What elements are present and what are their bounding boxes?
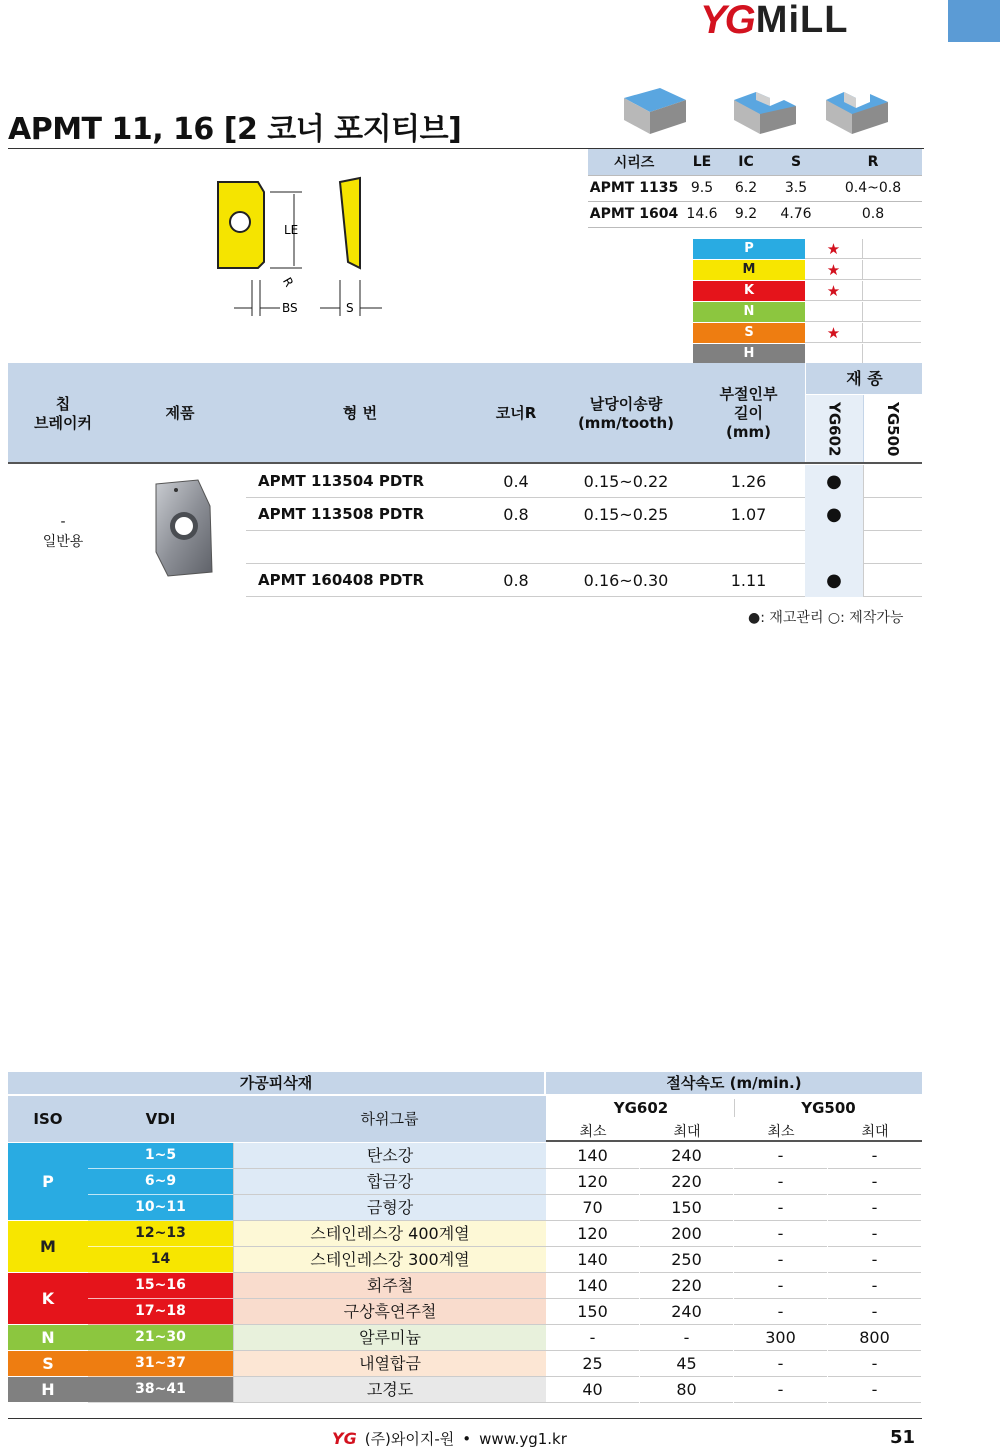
- stock-legend: ●: 재고관리 ○: 제작가능: [748, 610, 904, 626]
- speed-value: 240: [640, 1299, 733, 1325]
- subgroup-value: 회주철: [233, 1273, 546, 1299]
- speed-value: -: [734, 1195, 827, 1221]
- spec-cell: 9.2: [724, 201, 768, 227]
- grade2-cell: [863, 531, 922, 564]
- product-row: [246, 531, 922, 564]
- material-row: [8, 1273, 922, 1299]
- grade-col-yg500: [864, 395, 922, 463]
- cutting-table-subheader: [8, 1096, 922, 1142]
- spec-cell: 14.6: [680, 201, 724, 227]
- grade2-cell: [863, 564, 922, 597]
- corner-r: 0.8: [503, 505, 529, 524]
- material-row: [8, 1195, 922, 1221]
- vdi-value: 38~41: [88, 1377, 233, 1403]
- star-icon: [805, 344, 863, 364]
- star-icon: ★: [805, 260, 863, 280]
- iso-group-label: M: [8, 1221, 88, 1273]
- product-row: [246, 465, 922, 498]
- spec-cell: 4.76: [768, 201, 824, 227]
- material-row: [8, 1377, 922, 1403]
- iso-row-p: [693, 239, 921, 260]
- yg-mill-logo: [700, 0, 849, 42]
- footer-url[interactable]: www.yg1.kr: [479, 1429, 567, 1448]
- product-code: APMT 113508 PDTR: [258, 505, 425, 523]
- product-code: APMT 113504 PDTR: [258, 472, 425, 490]
- iso-application-list: [693, 239, 921, 365]
- stock-dot-icon: [805, 531, 863, 564]
- iso-group-label: P: [8, 1143, 88, 1221]
- min-header: 최소: [579, 1124, 607, 1140]
- subgroup-value: 구상흑연주철: [233, 1299, 546, 1325]
- speed-value: 250: [640, 1247, 733, 1273]
- land-length: 1.07: [730, 505, 767, 524]
- material-row: [8, 1221, 922, 1247]
- header-bottom-rule: [8, 462, 922, 464]
- spec-header: 시리즈: [588, 149, 680, 175]
- feed-rate: 0.16~0.30: [583, 571, 669, 590]
- min-header: 최소: [767, 1124, 795, 1140]
- speed-value: 120: [546, 1169, 639, 1195]
- subgroup-value: 스테인레스강 400계열: [233, 1221, 546, 1247]
- speed-value: -: [640, 1325, 733, 1351]
- iso-group-label: K: [8, 1273, 88, 1325]
- material-row: [8, 1299, 922, 1325]
- subgroup-value: 탄소강: [233, 1143, 546, 1169]
- header-feed: 날당이송량 (mm/tooth): [577, 395, 675, 432]
- subgroup-value: 알루미늄: [233, 1325, 546, 1351]
- footer: [332, 1428, 567, 1448]
- stock-dot-icon: ●: [805, 465, 863, 498]
- logo-mill-text: MiLL: [755, 0, 849, 41]
- vdi-value: 15~16: [88, 1273, 233, 1299]
- vdi-value: 6~9: [88, 1169, 233, 1195]
- speed-value: 200: [640, 1221, 733, 1247]
- stock-dot-icon: ●: [805, 564, 863, 597]
- iso-group-label: N: [8, 1325, 88, 1351]
- speed-value: 25: [546, 1351, 639, 1377]
- subgroup-value: 금형강: [233, 1195, 546, 1221]
- spec-header: IC: [724, 149, 768, 175]
- iso-group-label: H: [8, 1377, 88, 1403]
- s-label: S: [346, 301, 354, 315]
- speed-value: 150: [640, 1195, 733, 1221]
- grade-col-yg602: [805, 395, 863, 463]
- land-length: 1.11: [730, 571, 767, 590]
- iso-label: P: [693, 239, 805, 259]
- le-label: LE: [284, 223, 299, 237]
- r-label: R: [279, 275, 297, 290]
- grade-yg500-label: YG500: [884, 401, 902, 457]
- cutting-speed-title: 절삭속도 (m/min.): [666, 1074, 802, 1092]
- insert-drawing: [200, 170, 400, 320]
- subgroup-value: 내열합금: [233, 1351, 546, 1377]
- subgroup-value: 고경도: [233, 1377, 546, 1403]
- speed-value: 150: [546, 1299, 639, 1325]
- spec-row: [588, 201, 922, 227]
- iso-header: ISO: [8, 1096, 88, 1142]
- spec-cell: 9.5: [680, 175, 724, 201]
- page-number: 51: [890, 1427, 916, 1448]
- vdi-value: 12~13: [88, 1221, 233, 1247]
- iso-empty-cell: [863, 344, 921, 364]
- grade2-header: YG500: [734, 1099, 922, 1117]
- speed-value: -: [828, 1143, 921, 1169]
- speed-value: 240: [640, 1143, 733, 1169]
- iso-row-n: [693, 302, 921, 323]
- vdi-value: 21~30: [88, 1325, 233, 1351]
- star-icon: ★: [805, 281, 863, 301]
- speed-value: -: [734, 1299, 827, 1325]
- iso-empty-cell: [863, 260, 921, 280]
- speed-value: 300: [734, 1325, 827, 1351]
- product-row: [246, 564, 922, 597]
- speed-value: 45: [640, 1351, 733, 1377]
- speed-value: -: [734, 1247, 827, 1273]
- speed-value: -: [828, 1351, 921, 1377]
- insert-photo: [150, 476, 216, 580]
- spec-header: LE: [680, 149, 724, 175]
- star-icon: ★: [805, 239, 863, 259]
- speed-value: 140: [546, 1247, 639, 1273]
- speed-value: -: [828, 1169, 921, 1195]
- vdi-value: 14: [88, 1247, 233, 1273]
- product-row: [246, 498, 922, 531]
- subgroup-header: 하위그룹: [233, 1096, 546, 1142]
- shape-icon-flat: [620, 86, 690, 136]
- vdi-value: 17~18: [88, 1299, 233, 1325]
- spec-cell: APMT 1604: [588, 201, 680, 227]
- subgroup-value: 합금강: [233, 1169, 546, 1195]
- breaker-value: - 일반용: [42, 514, 84, 550]
- spec-header: S: [768, 149, 824, 175]
- footer-dot: •: [462, 1429, 472, 1448]
- logo-yg-text: YG: [700, 0, 754, 42]
- spec-header: R: [824, 149, 922, 175]
- cutting-table-title: [8, 1072, 922, 1094]
- spec-cell: 6.2: [724, 175, 768, 201]
- footer-logo: YG: [332, 1429, 357, 1448]
- corner-r: 0.8: [503, 571, 529, 590]
- max-header: 최대: [861, 1124, 889, 1140]
- feed-rate: 0.15~0.25: [583, 505, 669, 524]
- iso-empty-cell: [863, 281, 921, 301]
- iso-row-h: [693, 344, 921, 365]
- speed-value: -: [828, 1195, 921, 1221]
- subgroup-value: 스테인레스강 300계열: [233, 1247, 546, 1273]
- spec-header-row: [588, 149, 922, 175]
- footer-company: (주)와이지-원: [364, 1430, 455, 1448]
- grade1-header: YG602: [546, 1099, 734, 1117]
- speed-value: -: [734, 1169, 827, 1195]
- star-icon: ★: [805, 323, 863, 343]
- speed-value: -: [828, 1221, 921, 1247]
- header-corner: 코너R: [495, 404, 537, 422]
- footer-rule: [8, 1418, 922, 1419]
- speed-value: -: [828, 1299, 921, 1325]
- vdi-value: 10~11: [88, 1195, 233, 1221]
- speed-value: -: [734, 1221, 827, 1247]
- material-row: [8, 1247, 922, 1273]
- spec-table: [588, 149, 922, 228]
- stock-dot-icon: ●: [805, 498, 863, 531]
- iso-label: H: [693, 344, 805, 364]
- header-code: 형 번: [342, 404, 378, 422]
- vdi-value: 1~5: [88, 1143, 233, 1169]
- header-grade: 재 종: [806, 363, 923, 395]
- speed-value: 220: [640, 1169, 733, 1195]
- iso-label: K: [693, 281, 805, 301]
- land-length: 1.26: [730, 472, 767, 491]
- material-row: [8, 1169, 922, 1195]
- corner-tab: [948, 0, 1000, 42]
- spec-cell: 3.5: [768, 175, 824, 201]
- header-breaker: 칩 브레이커: [34, 395, 92, 432]
- page-title: APMT 11, 16 [2 코너 포지티브]: [8, 112, 462, 147]
- iso-row-s: [693, 323, 921, 344]
- speed-value: 40: [546, 1377, 639, 1403]
- vdi-value: 31~37: [88, 1351, 233, 1377]
- workpiece-title: 가공피삭재: [8, 1072, 546, 1094]
- material-row: [8, 1351, 922, 1377]
- max-header: 최대: [673, 1124, 701, 1140]
- grade2-cell: [863, 498, 922, 531]
- iso-label: M: [693, 260, 805, 280]
- speed-value: 220: [640, 1273, 733, 1299]
- spec-cell: APMT 1135: [588, 175, 680, 201]
- shape-icon-step: [730, 86, 800, 136]
- shape-icon-groove: [822, 86, 892, 136]
- corner-r: 0.4: [503, 472, 529, 491]
- speed-value: -: [734, 1377, 827, 1403]
- speed-value: 140: [546, 1143, 639, 1169]
- iso-label: S: [693, 323, 805, 343]
- speed-value: -: [734, 1143, 827, 1169]
- header-product: 제품: [165, 404, 195, 422]
- speed-value: -: [546, 1325, 639, 1351]
- speed-value: 70: [546, 1195, 639, 1221]
- vdi-header: VDI: [88, 1096, 233, 1142]
- grade-yg602-label: YG602: [825, 401, 844, 457]
- material-row: [8, 1143, 922, 1169]
- speed-value: -: [828, 1273, 921, 1299]
- spec-cell: 0.8: [824, 201, 922, 227]
- speed-value: -: [734, 1351, 827, 1377]
- material-row: [8, 1325, 922, 1351]
- speed-value: 80: [640, 1377, 733, 1403]
- iso-group-label: S: [8, 1351, 88, 1377]
- iso-empty-cell: [863, 323, 921, 343]
- spec-row: [588, 175, 922, 201]
- speed-value: 140: [546, 1273, 639, 1299]
- iso-row-m: [693, 260, 921, 281]
- bs-label: BS: [282, 301, 298, 315]
- header-length: 부절인부 길이 (mm): [719, 385, 778, 441]
- iso-empty-cell: [863, 239, 921, 259]
- iso-empty-cell: [863, 302, 921, 322]
- speed-value: -: [734, 1273, 827, 1299]
- speed-value: 800: [828, 1325, 921, 1351]
- feed-rate: 0.15~0.22: [583, 472, 669, 491]
- iso-row-k: [693, 281, 921, 302]
- iso-label: N: [693, 302, 805, 322]
- speed-value: 120: [546, 1221, 639, 1247]
- speed-value: -: [828, 1377, 921, 1403]
- spec-cell: 0.4~0.8: [824, 175, 922, 201]
- star-icon: [805, 302, 863, 322]
- speed-value: -: [828, 1247, 921, 1273]
- product-code: APMT 160408 PDTR: [258, 571, 425, 589]
- grade2-cell: [863, 465, 922, 498]
